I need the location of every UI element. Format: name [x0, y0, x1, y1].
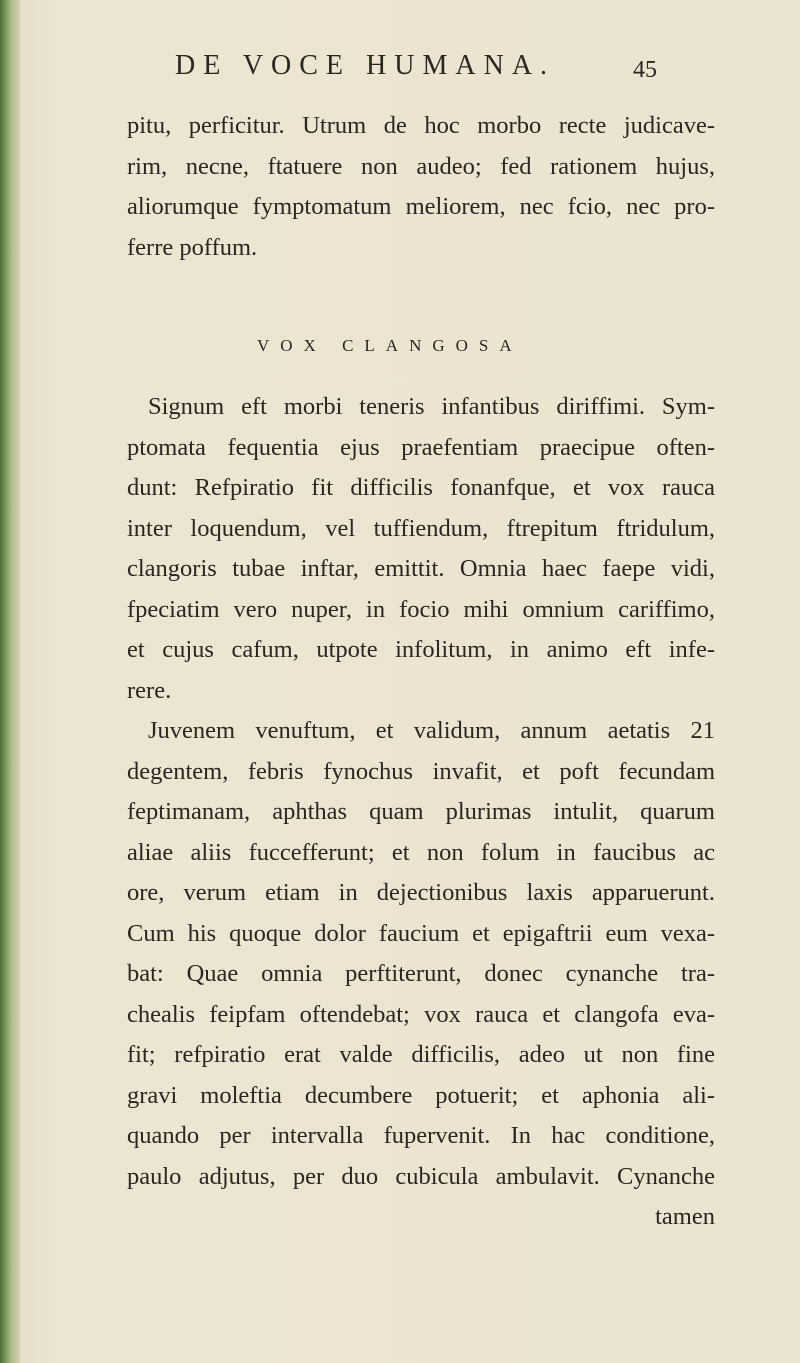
text-line: quando per intervalla fupervenit. In hac conditione,	[127, 1122, 715, 1149]
text-line: ptomata fequentia ejus praefentiam praecipue often-	[127, 433, 715, 461]
text-line: chealis feipfam oftendebat; vox rauca et clangofa eva-	[127, 1000, 715, 1028]
page-number: 45	[633, 57, 657, 83]
text-line: fit; refpiratio erat valde difficilis, adeo ut non fine	[127, 1041, 715, 1068]
text-line: aliorumque fymptomatum meliorem, nec fcio, nec pro-	[127, 193, 715, 220]
text-line: dunt: Refpiratio fit difficilis fonanfque, et vox rauca	[127, 474, 715, 501]
text-line: rim, necne, ftatuere non audeo; fed rationem hujus,	[127, 152, 715, 180]
body-text	[127, 387, 715, 1238]
text-line: Juvenem venuftum, et validum, annum aetatis 21	[148, 717, 715, 744]
text-line: Signum eft morbi teneris infantibus diriffimi. Sym-	[148, 393, 715, 420]
text-line: rere.	[127, 676, 172, 704]
section-title: VOX CLANGOSA	[257, 336, 523, 355]
top-paragraph	[127, 106, 715, 268]
text-line: aliae aliis fuccefferunt; et non folum in faucibus ac	[127, 838, 715, 866]
text-line: Cum his quoque dolor faucium et epigaftrii eum vexa-	[127, 919, 715, 947]
text-line: bat: Quae omnia perftiterunt, donec cynanche tra-	[127, 960, 715, 987]
text-line: paulo adjutus, per duo cubicula ambulavit. Cynanche	[127, 1162, 715, 1190]
text-line: inter loquendum, vel tuffiendum, ftrepitum ftridulum,	[127, 514, 715, 542]
text-line: pitu, perficitur. Utrum de hoc morbo recte judicave-	[127, 112, 715, 139]
running-head: DE VOCE HUMANA.	[175, 50, 556, 81]
page-gutter-edge	[0, 0, 20, 1363]
text-line: gravi moleftia decumbere potuerit; et aphonia ali-	[127, 1081, 715, 1109]
text-line: et cujus cafum, utpote infolitum, in animo eft infe-	[127, 636, 715, 663]
text-line: ore, verum etiam in dejectionibus laxis apparuerunt.	[127, 879, 715, 906]
text-line: clangoris tubae inftar, emittit. Omnia haec faepe vidi,	[127, 555, 715, 582]
catchword: tamen	[655, 1203, 715, 1230]
text-line: fpeciatim vero nuper, in focio mihi omnium cariffimo,	[127, 595, 715, 623]
text-line: ferre poffum.	[127, 233, 258, 261]
text-line: feptimanam, aphthas quam plurimas intulit, quarum	[127, 798, 715, 825]
text-line: degentem, febris fynochus invafit, et poft fecundam	[127, 757, 715, 785]
